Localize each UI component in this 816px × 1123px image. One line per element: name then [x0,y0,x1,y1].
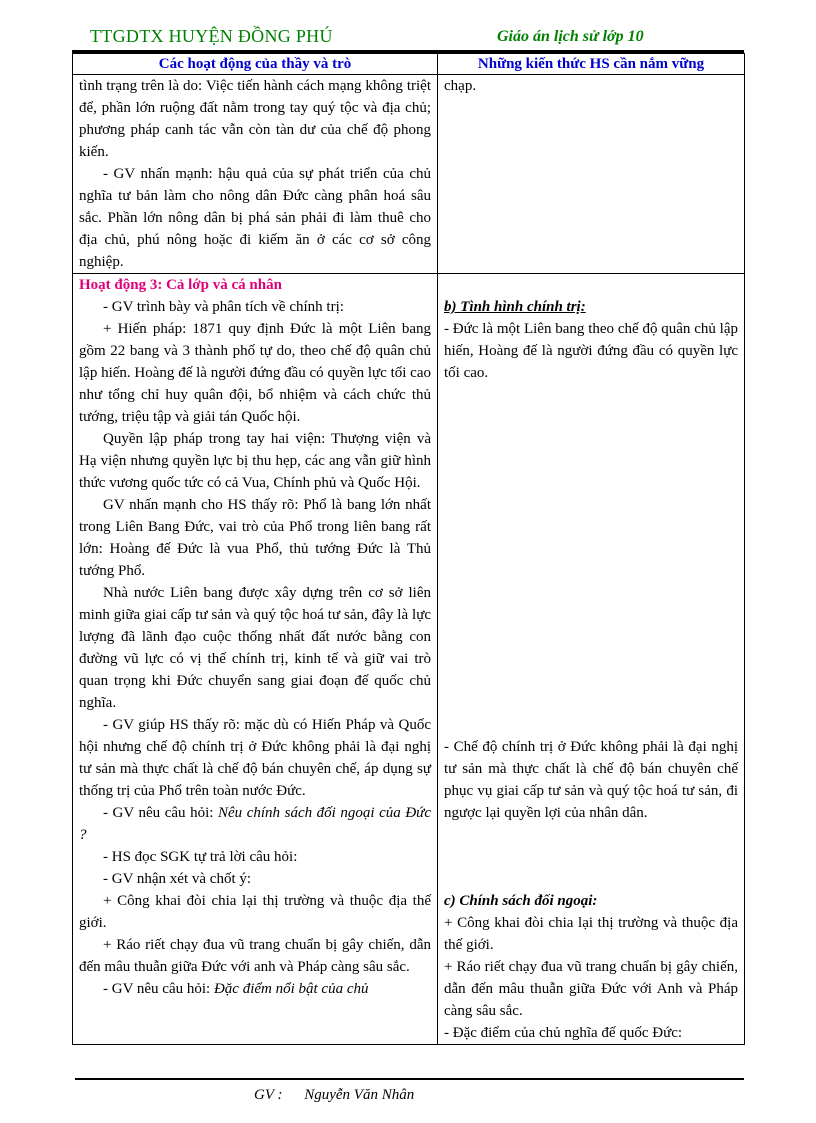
section-title-foreign-policy: c) Chính sách đối ngoại: [444,893,598,909]
table-header-row [73,54,745,75]
paragraph: chạp. [444,78,477,94]
paragraph: - HS đọc SGK tự trả lời câu hỏi: [103,849,298,865]
paragraph: tình trạng trên là do: Việc tiến hành cách mạng không triệt để, phần lớn ruộng đất nằm trong tay quý tộc và địa chủ; phương pháp canh tác vẫn còn tàn dư của chế độ phong kiến. [79,78,431,160]
header-school: TTGDTX HUYỆN ĐỒNG PHÚ [90,26,333,46]
table-row [73,75,745,274]
paragraph [79,978,431,1000]
paragraph: - GV nhận xét và chốt ý: [103,871,252,887]
footer-teacher-name: Nguyễn Văn Nhân [304,1087,415,1103]
table-row [73,274,745,1045]
paragraph: - Chế độ chính trị ở Đức không phải là đại nghị tư sản mà thực chất là chế độ bán chuyên chế phục vụ giai cấp tư sản và quý tộc hoá tư sản, đi ngược lại quyền lợi của nhân dân. [444,739,738,821]
paragraph: + Ráo riết chạy đua vũ trang chuẩn bị gây chiến, dẫn đến mâu thuẫn giữa Đức với anh và Pháp càng sâu sắc. [79,937,431,975]
paragraph: Quyền lập pháp trong tay hai viện: Thượng viện và Hạ viện nhưng quyền lực bị thu hẹp, các ang vẫn giữ hình thức vương quốc tức có cả Vua, Chính phủ và Quốc Hội. [79,431,431,491]
footer-rule [75,1078,744,1080]
paragraph: + Công khai đòi chia lại thị trường và thuộc địa thế giới. [79,893,431,931]
paragraph: - Đức là một Liên bang theo chế độ quân chủ lập hiến, Hoàng đế là người đứng đầu có quyền lực tối cao. [444,321,738,381]
spacer [444,274,738,296]
paragraph: + Hiến pháp: 1871 quy định Đức là một Liên bang gồm 22 bang và 3 thành phố tự do, theo chế độ quân chủ lập hiến. Hoàng đế là người đứng đầu có quyền lực tối cao như tổng chỉ huy quân đội, bổ nhiệm và cách chức thủ tướng, triệu tập và giải tán Quốc hội. [79,321,431,425]
paragraph [79,802,431,846]
col-header-activities: Các hoạt động của thầy và trò [73,54,438,75]
lesson-table [72,53,745,1045]
spacer [444,384,738,736]
cell-activities-2 [73,274,438,1045]
paragraph: - Đặc điểm của chủ nghĩa đế quốc Đức: [444,1025,683,1041]
activity-title: Hoạt động 3: Cả lớp và cá nhân [79,277,282,293]
paragraph: Nhà nước Liên bang được xây dựng trên cơ sở liên minh giữa giai cấp tư sản và quý tộc hoá tư sản, đây là lực lượng đã lãnh đạo cuộc thống nhất đất nước bằng con đường vũ lực có vị thế chính trị, kinh tế và giữ vai trò quan trọng khi Đức chuyển sang giai đoạn đế quốc chủ nghĩa. [79,585,431,711]
section-title-politics: b) Tình hình chính trị: [444,299,586,315]
question-text: Nêu chính sách đối ngoại của Đức ? [79,805,431,843]
footer-gv-label: GV : [254,1087,283,1103]
paragraph: - GV trình bày và phân tích về chính trị: [103,299,344,315]
spacer [444,824,738,890]
question-prefix: - GV nêu câu hỏi: [103,981,211,997]
cell-activities-1 [73,75,438,274]
paragraph: - GV giúp HS thấy rõ: mặc dù có Hiến Pháp và Quốc hội nhưng chế độ chính trị ở Đức không phải là đại nghị tư sản mà thực chất là chế độ bán chuyên chế, áp dụng sự thống trị của Phổ trên toàn nước Đức. [79,717,431,799]
paragraph: + Ráo riết chạy đua vũ trang chuẩn bị gây chiến, dẫn đến mâu thuẫn giữa Đức với Anh và Pháp càng sâu sắc. [444,959,738,1019]
cell-knowledge-1 [438,75,745,274]
question-text: Đặc điểm nổi bật của chủ [213,981,369,997]
col-header-knowledge: Những kiến thức HS cần nắm vững [438,54,745,75]
paragraph: + Công khai đòi chia lại thị trường và thuộc địa thế giới. [444,915,738,953]
paragraph: GV nhấn mạnh cho HS thấy rõ: Phổ là bang lớn nhất trong Liên Bang Đức, vai trò của Phổ trong liên bang rất lớn: Hoàng đế Đức là vua Phổ, thủ tướng Đức là Thủ tướng Phổ. [79,497,431,579]
header-subject: Giáo án lịch sử lớp 10 [497,28,644,45]
cell-knowledge-2 [438,274,745,1045]
question-prefix: - GV nêu câu hỏi: [103,805,214,821]
paragraph: - GV nhấn mạnh: hậu quả của sự phát triển của chủ nghĩa tư bản làm cho nông dân Đức càng phân hoá sâu sắc. Phần lớn nông dân bị phá sản phải đi làm thuê cho địa chủ, phú nông hoặc đi kiếm ăn ở các cơ sở công nghiệp. [79,166,431,270]
footer [254,1087,414,1104]
